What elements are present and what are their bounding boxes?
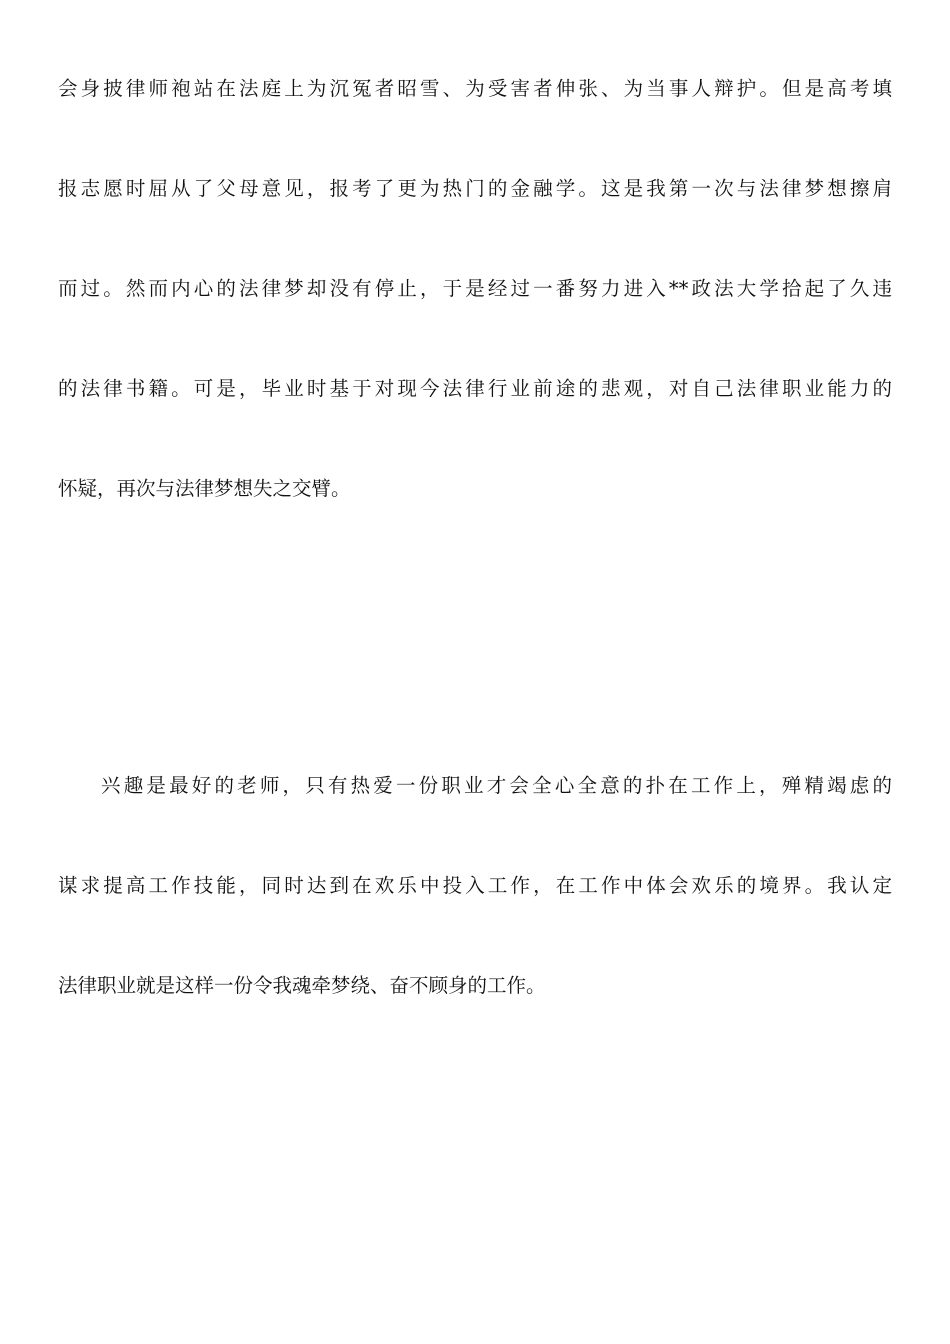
paragraph-1-line-4: 的法律书籍。可是，毕业时基于对现今法律行业前途的悲观，对自己法律职业能力的 <box>58 377 892 400</box>
paragraph-1-line-1: 会身披律师袍站在法庭上为沉冤者昭雪、为受害者伸张、为当事人辩护。但是高考填 <box>58 77 892 100</box>
paragraph-1-line-2: 报志愿时屈从了父母意见，报考了更为热门的金融学。这是我第一次与法律梦想擦肩 <box>58 177 892 200</box>
paragraph-2-line-3: 法律职业就是这样一份令我魂牵梦绕、奋不顾身的工作。 <box>58 974 546 997</box>
paragraph-1-line-3: 而过。然而内心的法律梦却没有停止，于是经过一番努力进入**政法大学拾起了久违 <box>58 277 892 300</box>
paragraph-2-line-2: 谋求提高工作技能，同时达到在欢乐中投入工作，在工作中体会欢乐的境界。我认定 <box>58 874 892 897</box>
paragraph-2-line-1: 兴趣是最好的老师，只有热爱一份职业才会全心全意的扑在工作上，殚精竭虑的 <box>101 774 892 797</box>
paragraph-1-line-5: 怀疑，再次与法律梦想失之交臂。 <box>58 477 351 500</box>
